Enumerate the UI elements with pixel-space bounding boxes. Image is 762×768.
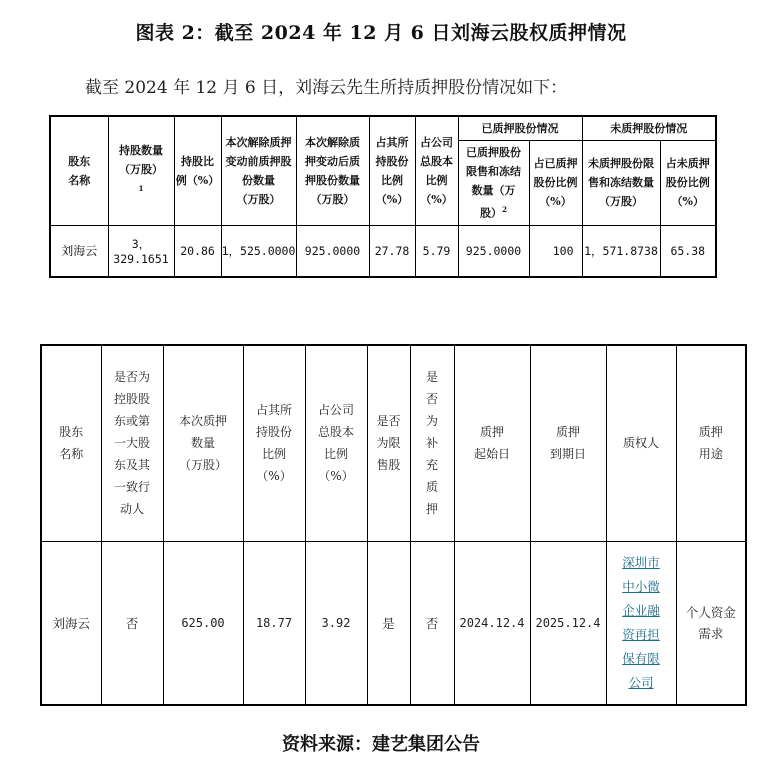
t1-cell-ratio: 20.86	[174, 225, 221, 277]
t2-header-start: 质押 起始日	[454, 345, 530, 541]
t2-cell-purpose: 个人资金 需求	[676, 541, 746, 705]
t1-header-pledged-pct: 占已质押 股份比例 （%）	[529, 141, 582, 226]
t2-header-end: 质押 到期日	[530, 345, 606, 541]
t2-cell-restricted: 是	[367, 541, 410, 705]
t2-header-supplementary: 是 否 为 补 充 质 押	[410, 345, 454, 541]
t2-header-purpose: 质押 用途	[676, 345, 746, 541]
intro-text: 截至 2024 年 12 月 6 日，刘海云先生所持质押股份情况如下：	[85, 78, 568, 98]
t2-cell-pledge-qty: 625.00	[163, 541, 243, 705]
t1-cell-before: 1，525.0000	[221, 225, 296, 277]
t1-header-total-ratio: 占公司 总股本 比例 （%）	[415, 116, 458, 225]
t2-header-pledgee: 质权人	[606, 345, 676, 541]
t1-header-ratio: 持股比 例（%）	[174, 116, 221, 225]
t2-header-restricted: 是否 为限 售股	[367, 345, 410, 541]
t2-header-name: 股东 名称	[41, 345, 101, 541]
table-row	[41, 541, 746, 705]
t1-cell-unpledged-pct: 65.38	[660, 225, 716, 277]
pledge-detail-table	[40, 344, 747, 706]
t1-cell-total-ratio: 5.79	[415, 225, 458, 277]
t2-header-own-ratio: 占其所 持股份 比例 （%）	[243, 345, 305, 541]
t1-cell-pledged-restricted: 925.0000	[458, 225, 529, 277]
t1-header-unpledged-restricted: 未质押股份限 售和冻结数量 （万股）	[582, 141, 660, 226]
t2-cell-pledgee: 深圳市 中小微 企业融 资再担 保有限 公司	[606, 541, 676, 705]
pledge-summary-table	[49, 115, 717, 278]
table-row	[50, 225, 716, 277]
t1-cell-own-ratio: 27.78	[369, 225, 415, 277]
t2-cell-name: 刘海云	[41, 541, 101, 705]
t1-cell-after: 925.0000	[296, 225, 369, 277]
t2-cell-total-ratio: 3.92	[305, 541, 367, 705]
source-note: 资料来源：建艺集团公告	[282, 734, 480, 755]
t1-header-name: 股东 名称	[50, 116, 108, 225]
t2-header-total-ratio: 占公司 总股本 比例 （%）	[305, 345, 367, 541]
t2-cell-own-ratio: 18.77	[243, 541, 305, 705]
t1-cell-unpledged-restricted: 1，571.8738	[582, 225, 660, 277]
t1-cell-name: 刘海云	[50, 225, 108, 277]
figure-title: 图表 2：截至 2024 年 12 月 6 日刘海云股权质押情况	[135, 22, 627, 44]
t2-header-controlling: 是否为 控股股 东或第 一大股 东及其 一致行 动人	[101, 345, 163, 541]
t2-cell-end: 2025.12.4	[530, 541, 606, 705]
t1-cell-holdings: 3，329.1651	[108, 225, 174, 277]
t1-header-unpledged-group: 未质押股份情况	[582, 116, 716, 141]
t1-header-holdings: 持股数量 （万股） $^1$	[108, 116, 174, 225]
t1-header-before: 本次解除质押 变动前质押股 份数量 （万股）	[221, 116, 296, 225]
t2-cell-supplementary: 否	[410, 541, 454, 705]
t2-cell-controlling: 否	[101, 541, 163, 705]
t2-header-pledge-qty: 本次质押 数量 （万股）	[163, 345, 243, 541]
t1-cell-pledged-pct: 100	[529, 225, 582, 277]
t1-header-unpledged-pct: 占未质押 股份比例 （%）	[660, 141, 716, 226]
t1-header-pledged-group: 已质押股份情况	[458, 116, 582, 141]
t1-header-own-ratio: 占其所 持股份 比例 （%）	[369, 116, 415, 225]
t2-cell-start: 2024.12.4	[454, 541, 530, 705]
t1-header-after: 本次解除质 押变动后质 押股份数量 （万股）	[296, 116, 369, 225]
t1-header-pledged-restricted: 已质押股份 限售和冻结 数量（万 股）$^2$	[458, 141, 529, 226]
